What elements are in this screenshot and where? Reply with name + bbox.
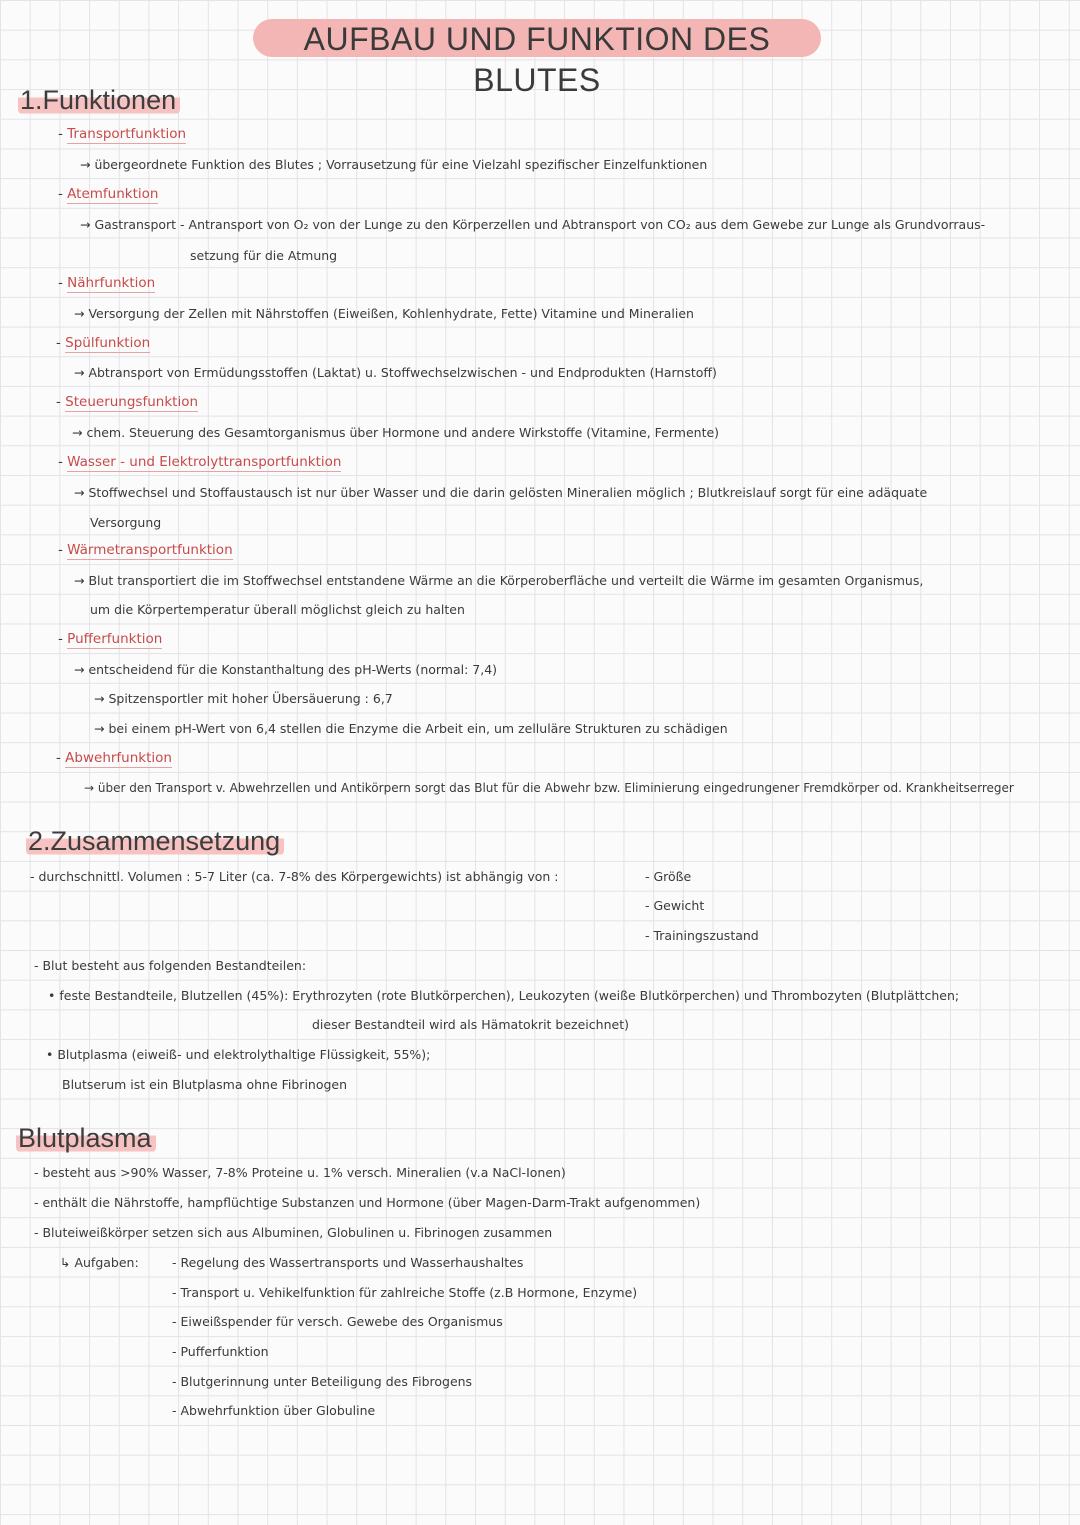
task-item: - Blutgerinnung unter Beteiligung des Fibrogens [172, 1374, 473, 1389]
text-line: um die Körpertemperatur überall möglichst gleich zu halten [90, 602, 465, 617]
text-line: → bei einem pH-Wert von 6,4 stellen die Enzyme die Arbeit ein, um zelluläre Strukturen zu schädigen [94, 721, 728, 736]
text-line: - Blut besteht aus folgenden Bestandteilen: [34, 958, 307, 973]
text-line: → Abtransport von Ermüdungsstoffen (Laktat) u. Stoffwechselzwischen - und Endprodukten (Harnstoff) [74, 365, 717, 380]
factor-item: - Gewicht [645, 898, 705, 913]
text-line: setzung für die Atmung [190, 248, 338, 263]
text-line: • Blutplasma (eiweiß- und elektrolythaltige Flüssigkeit, 55%); [46, 1047, 431, 1062]
text-line: → über den Transport v. Abwehrzellen und Antikörpern sorgt das Blut für die Abwehr bzw. Eliminierung eingedrungener Fremdkörper od. Krankheitserreger [84, 781, 1014, 795]
factor-item: - Trainingszustand [645, 928, 759, 943]
text-line: dieser Bestandteil wird als Hämatokrit bezeichnet) [312, 1017, 629, 1032]
text-line: → Versorgung der Zellen mit Nährstoffen (Eiweißen, Kohlenhydrate, Fette) Vitamine und Mineralien [74, 306, 694, 321]
subheading-waerme: - Wärmetransportfunktion [58, 542, 233, 558]
task-item: - Eiweißspender für versch. Gewebe des Organismus [172, 1314, 503, 1329]
page-title: AUFBAU UND FUNKTION DES BLUTES [303, 20, 771, 99]
section-heading-funktionen: 1.Funktionen [18, 84, 180, 116]
text-line: → Spitzensportler mit hoher Übersäuerung : 6,7 [94, 691, 393, 706]
text-line: Blutserum ist ein Blutplasma ohne Fibrinogen [62, 1077, 348, 1092]
text-line: → chem. Steuerung des Gesamtorganismus über Hormone und andere Wirkstoffe (Vitamine, Fermente) [72, 425, 720, 440]
task-item: - Transport u. Vehikelfunktion für zahlreiche Stoffe (z.B Hormone, Enzyme) [172, 1285, 638, 1300]
text-line: - enthält die Nährstoffe, hampflüchtige Substanzen und Hormone (über Magen-Darm-Trakt aufgenommen) [34, 1195, 701, 1210]
subheading-steuerung: - Steuerungsfunktion [56, 394, 199, 410]
text-line: → Stoffwechsel und Stoffaustausch ist nur über Wasser und die darin gelösten Mineralien möglich ; Blutkreislauf sorgt für eine adäquate [74, 485, 928, 500]
subheading-atem: - Atemfunktion [58, 186, 159, 202]
text-line: Versorgung [90, 515, 162, 530]
subheading-spuel: - Spülfunktion [56, 335, 151, 351]
text-line: - besteht aus >90% Wasser, 7-8% Proteine u. 1% versch. Mineralien (v.a NaCl-Ionen) [34, 1165, 566, 1180]
task-item: - Pufferfunktion [172, 1344, 269, 1359]
subheading-puffer: - Pufferfunktion [58, 631, 163, 647]
subheading-naehr: - Nährfunktion [58, 275, 156, 291]
section-heading-zusammensetzung: 2.Zusammensetzung [26, 825, 284, 857]
section-heading-blutplasma: Blutplasma [16, 1122, 156, 1154]
tasks-label: ↳ Aufgaben: [60, 1255, 139, 1270]
factor-item: - Größe [645, 869, 692, 884]
text-line: • feste Bestandteile, Blutzellen (45%): Erythrozyten (rote Blutkörperchen), Leukozyten (weiße Blutkörperchen) und Thrombozyten (Blutplättchen; [48, 988, 960, 1003]
task-item: - Regelung des Wassertransports und Wasserhaushaltes [172, 1255, 524, 1270]
subheading-transport: - Transportfunktion [58, 126, 187, 142]
text-line: - durchschnittl. Volumen : 5-7 Liter (ca. 7-8% des Körpergewichts) ist abhängig von : [30, 869, 559, 884]
text-line: - Bluteiweißkörper setzen sich aus Albuminen, Globulinen u. Fibrinogen zusammen [34, 1225, 553, 1240]
text-line: → entscheidend für die Konstanthaltung des pH-Werts (normal: 7,4) [74, 662, 498, 677]
text-line: → Gastransport - Antransport von O₂ von der Lunge zu den Körperzellen und Abtransport von CO₂ aus dem Gewebe zur Lunge als Grundvorraus- [80, 217, 986, 232]
subheading-abwehr: - Abwehrfunktion [56, 750, 172, 766]
text-line: → Blut transportiert die im Stoffwechsel entstandene Wärme an die Körperoberfläche und verteilt die Wärme im gesamten Organismus, [74, 573, 924, 588]
subheading-wasser: - Wasser - und Elektrolyttransportfunktion [58, 454, 342, 470]
task-item: - Abwehrfunktion über Globuline [172, 1403, 376, 1418]
text-line: → übergeordnete Funktion des Blutes ; Vorrausetzung für eine Vielzahl spezifischer Einzelfunktionen [80, 157, 708, 172]
